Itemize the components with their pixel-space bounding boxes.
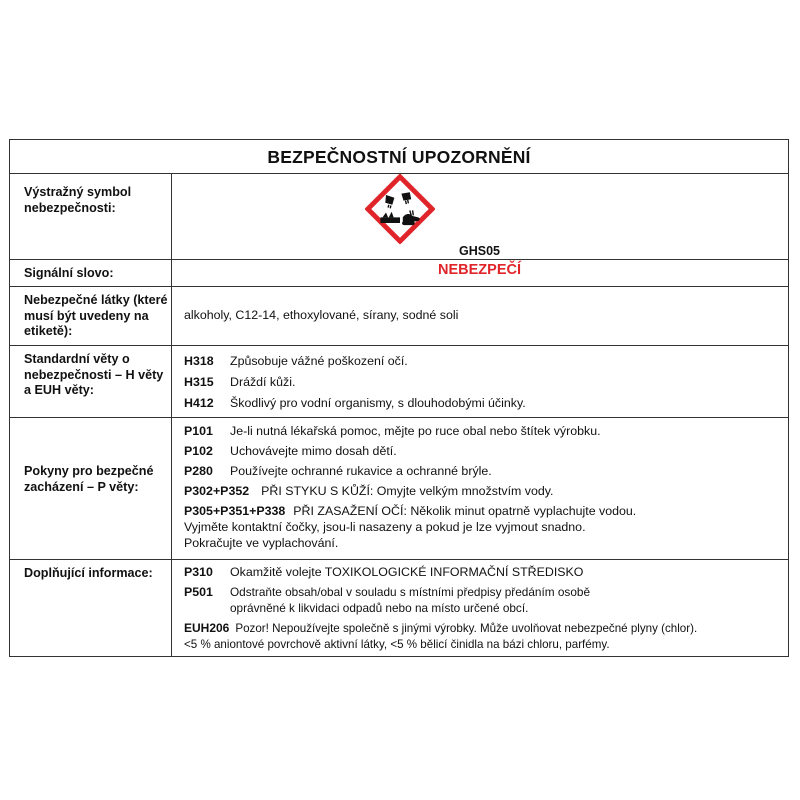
h-text: Dráždí kůži. xyxy=(230,375,296,389)
row-divider xyxy=(10,345,788,346)
supplementary-code: P310 xyxy=(184,565,213,579)
h-statement-row xyxy=(184,354,408,369)
hazard-symbol-label: Výstražný symbol nebezpečnosti: xyxy=(24,185,132,215)
row-divider xyxy=(10,559,788,560)
row-divider xyxy=(10,259,788,260)
row-divider xyxy=(10,417,788,418)
substances-label: Nebezpečné látky (které musí být uvedeny na etiketě): xyxy=(24,293,168,338)
p-statement-row xyxy=(184,464,492,479)
h-statements-label: Standardní věty o nebezpečnosti – H věty a EUH věty: xyxy=(24,352,164,397)
p-statement-continuation: Pokračujte ve vyplachování. xyxy=(184,536,339,550)
p-statement-row xyxy=(184,424,601,439)
h-statement-row xyxy=(184,396,526,411)
substances-value: alkoholy, C12-14, ethoxylované, sírany, sodné soli xyxy=(184,308,459,322)
p-code: P302+P352 xyxy=(184,484,250,498)
p-text: PŘI STYKU S KŮŽÍ: Omyjte velkým množstvím vody. xyxy=(261,484,554,498)
p-code: P305+P351+P338 xyxy=(184,504,286,518)
supplementary-label: Doplňující informace: xyxy=(24,566,153,580)
h-statement-row xyxy=(184,375,295,390)
h-code: H318 xyxy=(184,354,214,368)
h-code: H315 xyxy=(184,375,214,389)
p-statement-row xyxy=(184,484,554,499)
supplementary-text: Pozor! Nepoužívejte společně s jinými výrobky. Může uvolňovat nebezpečné plyny (chlor). xyxy=(235,622,698,635)
supplementary-continuation: <5 % aniontové povrchově aktivní látky, <5 % bělicí činidla na bázi chloru, parfémy. xyxy=(184,638,610,651)
supplementary-text: Okamžitě volejte TOXIKOLOGICKÉ INFORMAČNÍ STŘEDISKO xyxy=(230,565,584,579)
p-text: Používejte ochranné rukavice a ochranné brýle. xyxy=(230,464,492,478)
corrosion-icon xyxy=(365,174,435,244)
p-statements-label: Pokyny pro bezpečné zacházení – P věty: xyxy=(24,464,154,494)
signal-word-value: NEBEZPEČÍ xyxy=(438,262,521,278)
row-divider xyxy=(10,286,788,287)
table-title: BEZPEČNOSTNÍ UPOZORNĚNÍ xyxy=(267,147,531,167)
p-statement-row xyxy=(184,504,636,519)
supplementary-code: EUH206 xyxy=(184,621,230,635)
signal-word-label: Signální slovo: xyxy=(24,266,114,280)
h-code: H412 xyxy=(184,396,214,410)
supplementary-text: Odstraňte obsah/obal v souladu s místními předpisy předáním osobě xyxy=(230,585,591,599)
p-text: Je-li nutná lékařská pomoc, mějte po ruce obal nebo štítek výrobku. xyxy=(230,424,601,438)
supplementary-code: P501 xyxy=(184,585,213,599)
p-text: Uchovávejte mimo dosah dětí. xyxy=(230,444,397,458)
p-code: P280 xyxy=(184,464,213,478)
supplementary-continuation: oprávněné k likvidaci odpadů nebo na místo určené obcí. xyxy=(230,601,529,615)
ghs-code: GHS05 xyxy=(459,244,500,258)
p-statement-continuation: Vyjměte kontaktní čočky, jsou-li nasazeny a pokud je lze vyjmout snadno. xyxy=(184,520,586,534)
p-code: P102 xyxy=(184,444,213,458)
p-code: P101 xyxy=(184,424,213,438)
safety-warning-table xyxy=(9,139,789,657)
supplementary-row xyxy=(184,565,583,580)
h-text: Škodlivý pro vodní organismy, s dlouhodobými účinky. xyxy=(230,396,526,410)
h-text: Způsobuje vážné poškození očí. xyxy=(230,354,408,368)
supplementary-row xyxy=(184,621,697,636)
p-text: PŘI ZASAŽENÍ OČÍ: Několik minut opatrně vyplachujte vodou. xyxy=(293,504,637,518)
supplementary-row xyxy=(184,585,590,600)
p-statement-row xyxy=(184,444,397,459)
